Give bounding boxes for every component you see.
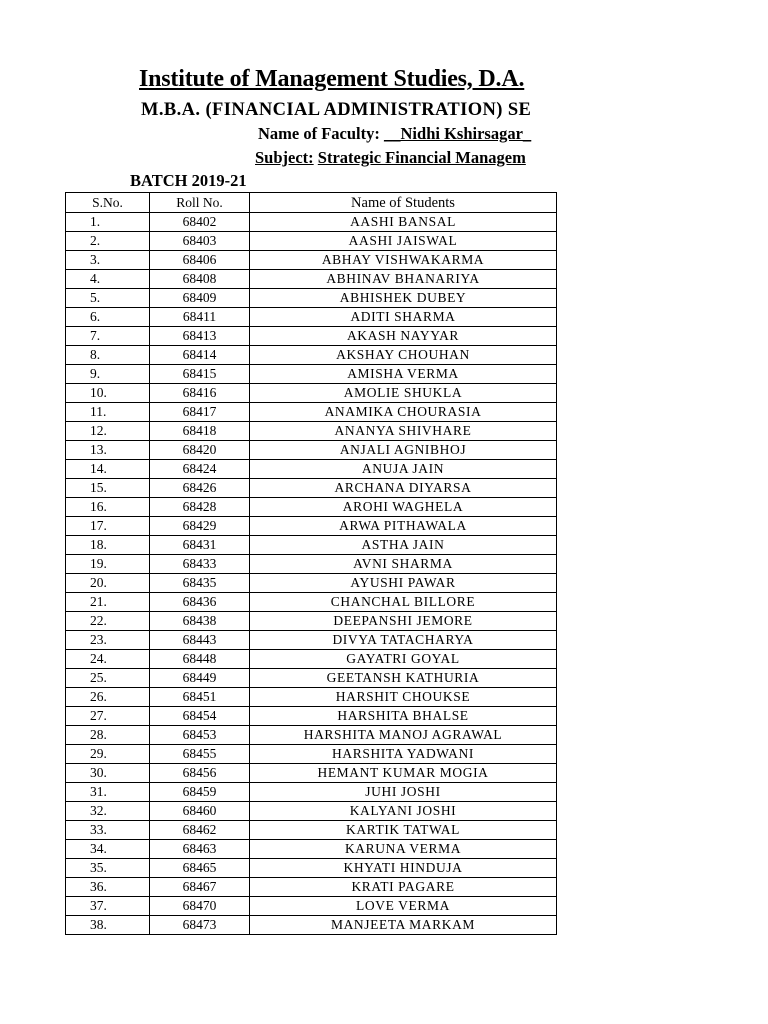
cell-sno: 36.: [66, 878, 150, 897]
table-row: [66, 802, 557, 821]
cell-sno: 15.: [66, 479, 150, 498]
cell-student-name: ANJALI AGNIBHOJ: [250, 441, 557, 460]
cell-sno: 29.: [66, 745, 150, 764]
cell-student-name: ADITI SHARMA: [250, 308, 557, 327]
cell-sno: 5.: [66, 289, 150, 308]
cell-roll-no: 68435: [150, 574, 250, 593]
table-row: [66, 840, 557, 859]
cell-roll-no: 68402: [150, 213, 250, 232]
table-row: [66, 745, 557, 764]
cell-roll-no: 68433: [150, 555, 250, 574]
faculty-label: Name of Faculty:: [258, 124, 380, 143]
cell-student-name: HARSHITA BHALSE: [250, 707, 557, 726]
table-row: [66, 346, 557, 365]
cell-roll-no: 68411: [150, 308, 250, 327]
table-row: [66, 213, 557, 232]
cell-student-name: KALYANI JOSHI: [250, 802, 557, 821]
cell-sno: 2.: [66, 232, 150, 251]
cell-roll-no: 68456: [150, 764, 250, 783]
table-row: [66, 555, 557, 574]
column-header-name: Name of Students: [250, 193, 557, 213]
cell-student-name: KARTIK TATWAL: [250, 821, 557, 840]
cell-roll-no: 68462: [150, 821, 250, 840]
cell-roll-no: 68436: [150, 593, 250, 612]
table-row: [66, 916, 557, 935]
table-row: [66, 821, 557, 840]
cell-student-name: LOVE VERMA: [250, 897, 557, 916]
table-row: [66, 783, 557, 802]
cell-student-name: AROHI WAGHELA: [250, 498, 557, 517]
table-row: [66, 897, 557, 916]
cell-sno: 23.: [66, 631, 150, 650]
cell-roll-no: 68465: [150, 859, 250, 878]
cell-roll-no: 68429: [150, 517, 250, 536]
cell-student-name: DIVYA TATACHARYA: [250, 631, 557, 650]
cell-roll-no: 68408: [150, 270, 250, 289]
cell-sno: 19.: [66, 555, 150, 574]
cell-roll-no: 68467: [150, 878, 250, 897]
cell-student-name: DEEPANSHI JEMORE: [250, 612, 557, 631]
cell-student-name: ANUJA JAIN: [250, 460, 557, 479]
cell-roll-no: 68406: [150, 251, 250, 270]
faculty-line: [258, 124, 531, 144]
cell-student-name: AMOLIE SHUKLA: [250, 384, 557, 403]
cell-student-name: AKSHAY CHOUHAN: [250, 346, 557, 365]
column-header-roll: Roll No.: [150, 193, 250, 213]
cell-sno: 25.: [66, 669, 150, 688]
cell-roll-no: 68416: [150, 384, 250, 403]
cell-roll-no: 68453: [150, 726, 250, 745]
subject-name: Strategic Financial Managem: [317, 148, 526, 167]
cell-student-name: HEMANT KUMAR MOGIA: [250, 764, 557, 783]
student-table: [65, 192, 557, 935]
cell-roll-no: 68449: [150, 669, 250, 688]
column-header-sno: S.No.: [66, 193, 150, 213]
cell-sno: 9.: [66, 365, 150, 384]
cell-roll-no: 68415: [150, 365, 250, 384]
cell-roll-no: 68438: [150, 612, 250, 631]
cell-student-name: HARSHIT CHOUKSE: [250, 688, 557, 707]
cell-student-name: GEETANSH KATHURIA: [250, 669, 557, 688]
cell-sno: 27.: [66, 707, 150, 726]
cell-sno: 31.: [66, 783, 150, 802]
cell-sno: 8.: [66, 346, 150, 365]
table-row: [66, 289, 557, 308]
table-row: [66, 479, 557, 498]
cell-roll-no: 68470: [150, 897, 250, 916]
cell-student-name: ABHAY VISHWAKARMA: [250, 251, 557, 270]
cell-sno: 13.: [66, 441, 150, 460]
table-row: [66, 726, 557, 745]
cell-student-name: KHYATI HINDUJA: [250, 859, 557, 878]
table-header-row: [66, 193, 557, 213]
cell-sno: 35.: [66, 859, 150, 878]
table-row: [66, 327, 557, 346]
table-row: [66, 441, 557, 460]
table-row: [66, 251, 557, 270]
cell-sno: 33.: [66, 821, 150, 840]
cell-student-name: KRATI PAGARE: [250, 878, 557, 897]
cell-student-name: ANANYA SHIVHARE: [250, 422, 557, 441]
cell-sno: 18.: [66, 536, 150, 555]
cell-sno: 17.: [66, 517, 150, 536]
table-row: [66, 460, 557, 479]
cell-sno: 20.: [66, 574, 150, 593]
table-row: [66, 707, 557, 726]
cell-roll-no: 68428: [150, 498, 250, 517]
cell-roll-no: 68473: [150, 916, 250, 935]
table-row: [66, 308, 557, 327]
cell-student-name: ANAMIKA CHOURASIA: [250, 403, 557, 422]
cell-sno: 21.: [66, 593, 150, 612]
table-row: [66, 365, 557, 384]
cell-roll-no: 68418: [150, 422, 250, 441]
cell-student-name: MANJEETA MARKAM: [250, 916, 557, 935]
cell-roll-no: 68451: [150, 688, 250, 707]
table-row: [66, 650, 557, 669]
cell-sno: 1.: [66, 213, 150, 232]
cell-sno: 24.: [66, 650, 150, 669]
cell-sno: 7.: [66, 327, 150, 346]
cell-student-name: GAYATRI GOYAL: [250, 650, 557, 669]
table-row: [66, 517, 557, 536]
cell-student-name: CHANCHAL BILLORE: [250, 593, 557, 612]
cell-sno: 26.: [66, 688, 150, 707]
cell-sno: 38.: [66, 916, 150, 935]
cell-sno: 22.: [66, 612, 150, 631]
table-row: [66, 270, 557, 289]
cell-roll-no: 68463: [150, 840, 250, 859]
cell-student-name: ASTHA JAIN: [250, 536, 557, 555]
cell-sno: 30.: [66, 764, 150, 783]
table-row: [66, 384, 557, 403]
cell-roll-no: 68431: [150, 536, 250, 555]
table-body: [66, 213, 557, 935]
table-row: [66, 593, 557, 612]
program-subtitle: M.B.A. (FINANCIAL ADMINISTRATION) SE: [141, 100, 532, 120]
cell-roll-no: 68414: [150, 346, 250, 365]
cell-roll-no: 68403: [150, 232, 250, 251]
table-row: [66, 859, 557, 878]
cell-student-name: ARWA PITHAWALA: [250, 517, 557, 536]
cell-sno: 10.: [66, 384, 150, 403]
table-row: [66, 403, 557, 422]
cell-sno: 12.: [66, 422, 150, 441]
table-row: [66, 878, 557, 897]
cell-roll-no: 68413: [150, 327, 250, 346]
table-row: [66, 631, 557, 650]
table-row: [66, 764, 557, 783]
table-row: [66, 669, 557, 688]
cell-sno: 4.: [66, 270, 150, 289]
cell-student-name: ABHINAV BHANARIYA: [250, 270, 557, 289]
cell-student-name: ARCHANA DIYARSA: [250, 479, 557, 498]
cell-roll-no: 68409: [150, 289, 250, 308]
cell-roll-no: 68448: [150, 650, 250, 669]
cell-roll-no: 68426: [150, 479, 250, 498]
cell-student-name: ABHISHEK DUBEY: [250, 289, 557, 308]
cell-student-name: HARSHITA MANOJ AGRAWAL: [250, 726, 557, 745]
table-row: [66, 688, 557, 707]
table-row: [66, 574, 557, 593]
cell-roll-no: 68443: [150, 631, 250, 650]
table-row: [66, 422, 557, 441]
cell-student-name: AVNI SHARMA: [250, 555, 557, 574]
header-block: [0, 0, 558, 200]
table-row: [66, 612, 557, 631]
cell-roll-no: 68454: [150, 707, 250, 726]
cell-sno: 3.: [66, 251, 150, 270]
table-row: [66, 232, 557, 251]
cell-roll-no: 68455: [150, 745, 250, 764]
cell-roll-no: 68460: [150, 802, 250, 821]
table-row: [66, 536, 557, 555]
cell-student-name: KARUNA VERMA: [250, 840, 557, 859]
cell-sno: 6.: [66, 308, 150, 327]
cell-student-name: AASHI JAISWAL: [250, 232, 557, 251]
cell-sno: 34.: [66, 840, 150, 859]
cell-sno: 16.: [66, 498, 150, 517]
cell-student-name: AMISHA VERMA: [250, 365, 557, 384]
batch-label: BATCH 2019-21: [130, 171, 247, 190]
cell-student-name: AKASH NAYYAR: [250, 327, 557, 346]
cell-student-name: AASHI BANSAL: [250, 213, 557, 232]
subject-line: [255, 148, 526, 168]
cell-sno: 37.: [66, 897, 150, 916]
table-row: [66, 498, 557, 517]
cell-student-name: JUHI JOSHI: [250, 783, 557, 802]
cell-sno: 14.: [66, 460, 150, 479]
cell-sno: 28.: [66, 726, 150, 745]
cell-roll-no: 68424: [150, 460, 250, 479]
cell-roll-no: 68420: [150, 441, 250, 460]
cell-sno: 11.: [66, 403, 150, 422]
cell-sno: 32.: [66, 802, 150, 821]
cell-roll-no: 68417: [150, 403, 250, 422]
institute-title: Institute of Management Studies, D.A.: [139, 66, 525, 92]
subject-label: Subject:: [255, 148, 314, 167]
cell-roll-no: 68459: [150, 783, 250, 802]
faculty-name: __Nidhi Kshirsagar_: [384, 124, 532, 143]
cell-student-name: HARSHITA YADWANI: [250, 745, 557, 764]
cell-student-name: AYUSHI PAWAR: [250, 574, 557, 593]
